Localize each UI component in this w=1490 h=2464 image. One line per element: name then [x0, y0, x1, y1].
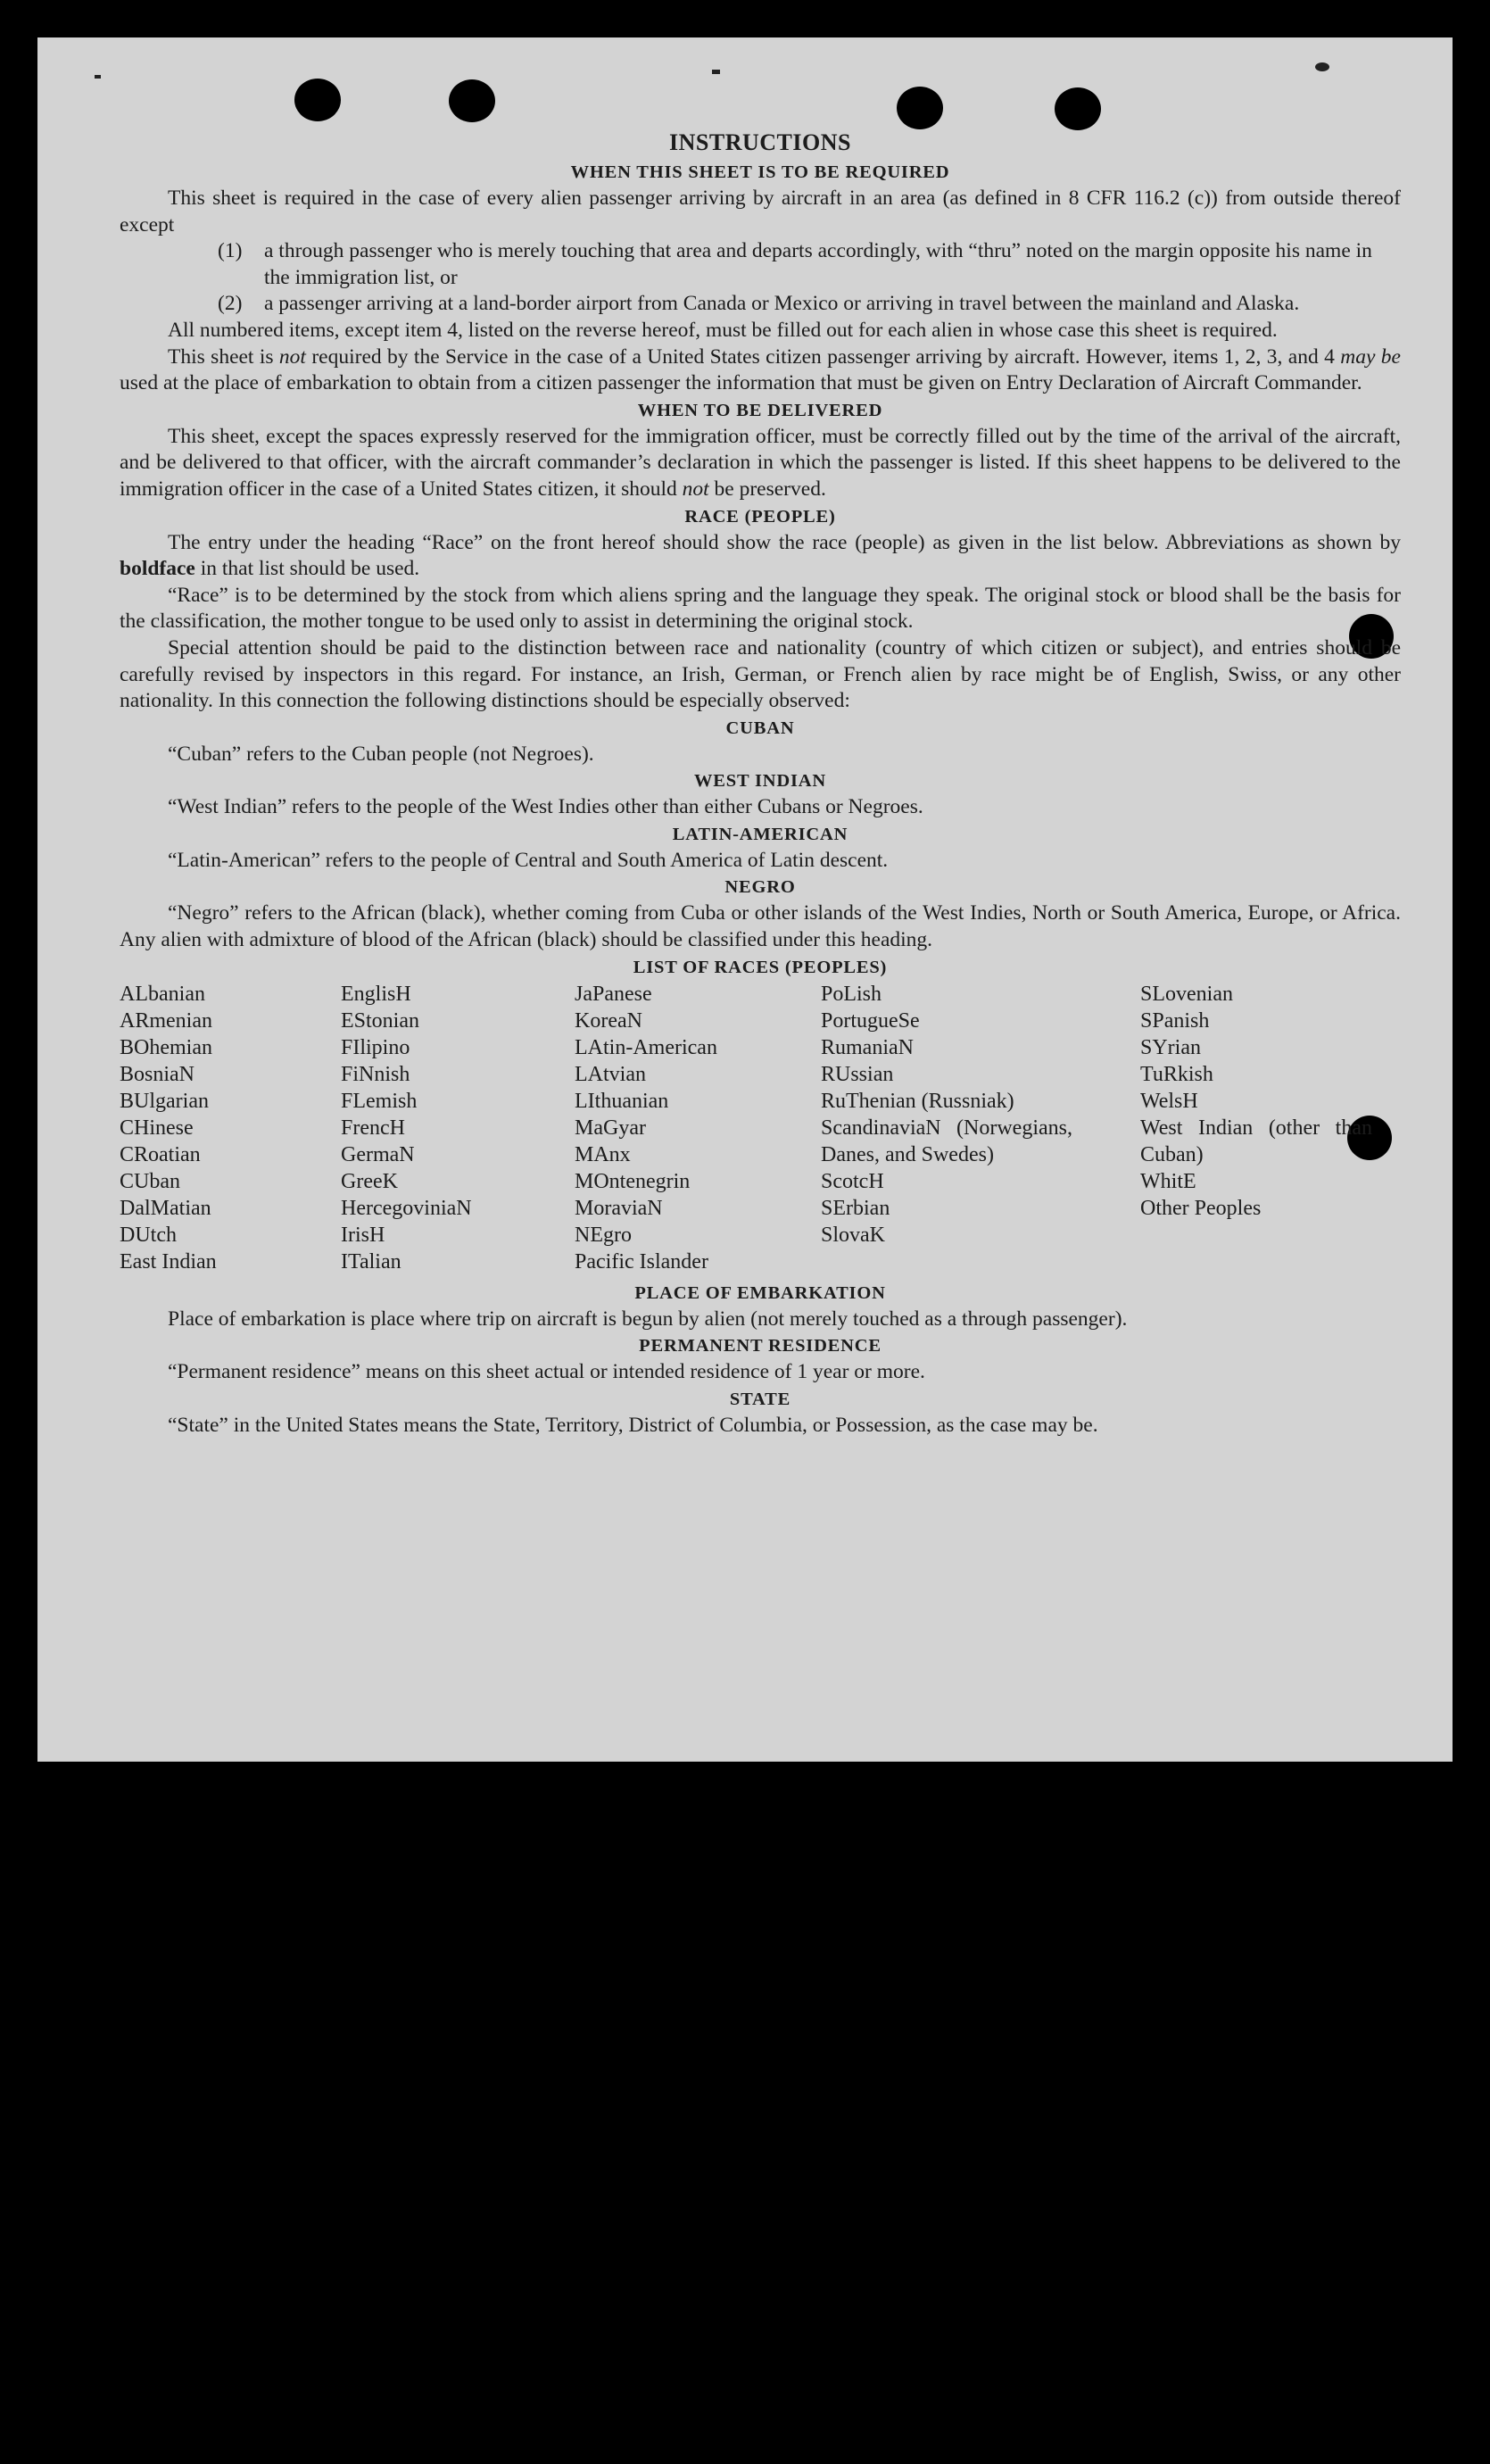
paragraph: “State” in the United States means the State, Territory, District of Columbia, or Possession, as the case may be. — [168, 1413, 1098, 1437]
punch-hole — [1055, 87, 1101, 130]
race-item: WhitE — [1140, 1169, 1196, 1193]
race-item: RuThenian (Russniak) — [821, 1089, 1014, 1113]
paragraph: “West Indian” refers to the people of the West Indies other than either Cubans or Negroes. — [168, 795, 923, 819]
section-heading-embarkation: PLACE OF EMBARKATION — [634, 1282, 886, 1303]
race-item: IrisH — [341, 1223, 385, 1247]
race-item: FiNnish — [341, 1062, 410, 1086]
race-item: JaPanese — [575, 982, 652, 1006]
race-list — [120, 981, 1401, 1280]
section-heading-delivered: WHEN TO BE DELIVERED — [637, 400, 883, 420]
page-title: INSTRUCTIONS — [669, 129, 851, 155]
race-item: WelsH — [1140, 1089, 1198, 1113]
section-heading-negro: NEGRO — [724, 877, 796, 898]
race-item: East Indian — [120, 1249, 217, 1273]
race-item: NEgro — [575, 1223, 632, 1247]
race-item: PoLish — [821, 982, 882, 1006]
section-heading-race: RACE (PEOPLE) — [684, 506, 836, 527]
race-item: ScotcH — [821, 1169, 884, 1193]
race-item: RUssian — [821, 1062, 894, 1086]
race-item: RumaniaN — [821, 1035, 914, 1059]
race-item: ALbanian — [120, 982, 205, 1006]
paragraph: This sheet, except the spaces expressly reserved for the immigration officer, must be correctly filled out by the time of the arrival of the aircraft, and be delivered to that officer, with the aircraft commander’s declaration in which the passenger is listed. If this sheet happens to be delivered to the immigration officer in the case of a United States citizen, it should not be preserved. — [120, 424, 1401, 501]
race-column — [575, 981, 807, 1275]
race-item: DalMatian — [120, 1196, 211, 1220]
ink-speck — [95, 75, 101, 79]
paragraph: Special attention should be paid to the distinction between race and nationality (country of which citizen or subject), and entries should be carefully revised by inspectors in this regard. For instance, an Irish, German, or French alien by race might be of English, Swiss, or any other nationality. In this connection the following distinctions should be especially observed: — [120, 635, 1401, 713]
race-item: LAtin-American — [575, 1035, 717, 1059]
race-item: FrencH — [341, 1116, 405, 1140]
race-column — [120, 981, 307, 1275]
race-item: GreeK — [341, 1169, 398, 1193]
race-item: FLemish — [341, 1089, 418, 1113]
race-item: ITalian — [341, 1249, 401, 1273]
section-heading-residence: PERMANENT RESIDENCE — [639, 1336, 882, 1356]
race-item: ARmenian — [120, 1008, 212, 1033]
document-sheet — [37, 37, 1453, 1762]
race-item: DUtch — [120, 1223, 177, 1247]
race-item: SYrian — [1140, 1035, 1201, 1059]
punch-hole — [294, 79, 341, 121]
item-number: (2) — [218, 292, 243, 316]
race-item: MOntenegrin — [575, 1169, 691, 1193]
race-item: BosniaN — [120, 1062, 195, 1086]
race-item: SLovenian — [1140, 982, 1233, 1006]
race-item: MaGyar — [575, 1116, 646, 1140]
race-item: SlovaK — [821, 1223, 885, 1247]
punch-hole — [449, 79, 495, 122]
race-item: CUban — [120, 1169, 180, 1193]
race-item: TuRkish — [1140, 1062, 1213, 1086]
item-text: a through passenger who is merely touching that area and departs accordingly, with “thru” noted on the margin opposite his name in the immigration list, or — [264, 239, 1372, 289]
paragraph: “Negro” refers to the African (black), whether coming from Cuba or other islands of the West Indies, North or South America, Europe, or Africa. Any alien with admixture of blood of the African (black) should be classified under this heading. — [120, 901, 1401, 952]
race-item: FIlipino — [341, 1035, 410, 1059]
race-item: HercegoviniaN — [341, 1196, 472, 1220]
paragraph: All numbered items, except item 4, listed on the reverse hereof, must be filled out for each alien in whose case this sheet is required. — [168, 318, 1278, 342]
race-column — [341, 981, 555, 1275]
paragraph: The entry under the heading “Race” on the front hereof should show the race (people) as given in the list below. Abbreviations as shown by boldface in that list should be used. — [120, 530, 1401, 581]
race-item: MoraviaN — [575, 1196, 663, 1220]
ink-speck — [1315, 62, 1329, 71]
list-item — [120, 238, 1401, 291]
race-item: CHinese — [120, 1116, 194, 1140]
ink-speck — [712, 70, 720, 74]
race-item: Other Peoples — [1140, 1196, 1262, 1220]
item-number: (1) — [218, 239, 243, 263]
race-item: BUlgarian — [120, 1089, 209, 1113]
section-heading-list-of-races: LIST OF RACES (PEOPLES) — [633, 957, 888, 977]
section-heading-latin-american: LATIN-AMERICAN — [672, 824, 848, 844]
race-column — [1140, 981, 1372, 1222]
paragraph: Place of embarkation is place where trip on aircraft is begun by alien (not merely touched as a through passenger). — [168, 1307, 1128, 1331]
paragraph: “Permanent residence” means on this sheet actual or intended residence of 1 year or more. — [168, 1360, 925, 1384]
section-heading-cuban: CUBAN — [725, 718, 795, 738]
race-item: EStonian — [341, 1008, 419, 1033]
paragraph: This sheet is not required by the Service in the case of a United States citizen passenger arriving by aircraft. However, items 1, 2, 3, and 4 may be used at the place of embarkation to obtain from a citizen passenger the information that must be given on Entry Declaration of Aircraft Commander. — [120, 344, 1401, 395]
race-item: CRoatian — [120, 1142, 201, 1166]
race-item: ScandinaviaN (Norwegians, Danes, and Swedes) — [821, 1116, 1072, 1166]
race-item: SErbian — [821, 1196, 890, 1220]
paragraph: “Latin-American” refers to the people of Central and South America of Latin descent. — [168, 848, 889, 872]
race-item: LAtvian — [575, 1062, 646, 1086]
race-item: Pacific Islander — [575, 1249, 708, 1273]
section-heading-west-indian: WEST INDIAN — [694, 771, 826, 792]
list-item — [120, 291, 1401, 318]
paragraph: “Cuban” refers to the Cuban people (not Negroes). — [168, 742, 594, 766]
paragraph: This sheet is required in the case of every alien passenger arriving by aircraft in an area (as defined in 8 CFR 116.2 (c)) from outside thereof except — [120, 187, 1401, 236]
race-item: West Indian (other than Cuban) — [1140, 1116, 1372, 1166]
race-item: BOhemian — [120, 1035, 212, 1059]
race-item: PortugueSe — [821, 1008, 920, 1033]
paragraph: “Race” is to be determined by the stock from which aliens spring and the language they speak. The original stock or blood shall be the basis for the classification, the mother tongue to be used only to assist in determining the original stock. — [120, 583, 1401, 634]
race-item: MAnx — [575, 1142, 631, 1166]
punch-hole — [897, 87, 943, 129]
section-heading-state: STATE — [729, 1389, 791, 1409]
race-column — [821, 981, 1072, 1249]
section-heading-required: WHEN THIS SHEET IS TO BE REQUIRED — [570, 162, 950, 182]
race-item: LIthuanian — [575, 1089, 669, 1113]
race-item: SPanish — [1140, 1008, 1210, 1033]
race-item: KoreaN — [575, 1008, 642, 1033]
item-text: a passenger arriving at a land-border airport from Canada or Mexico or arriving in travel between the mainland and Alaska. — [264, 292, 1300, 316]
race-item: GermaN — [341, 1142, 415, 1166]
race-item: EnglisH — [341, 982, 411, 1006]
instructions-content — [120, 127, 1401, 1439]
